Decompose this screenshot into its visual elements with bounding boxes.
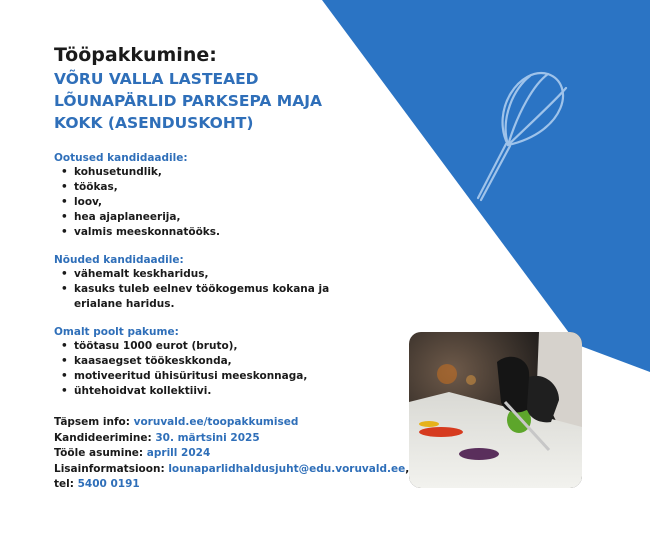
start-value: aprill 2024 [146,447,211,459]
expectations-list [54,165,414,240]
offer-section [54,326,414,399]
list-item: • ühtehoidvat kollektiivi. [74,384,414,399]
section-title: Omalt poolt pakume: [54,326,179,338]
start-label: Tööle asumine: [54,447,144,459]
list-item: • vähemalt keskharidus, [74,267,414,282]
list-item: • loov, [74,195,414,210]
list-item: • hea ajaplaneerija, [74,210,414,225]
requirements-list [54,267,414,312]
deadline-label: Kandideerimine: [54,431,152,444]
section-title: Nõuded kandidaadile: [54,254,184,266]
page-title: Tööpakkumine: [54,44,217,66]
job-offer-content [54,44,414,399]
offer-list [54,339,414,399]
email-link[interactable]: lounaparlidhaldusjuht@edu.voruvald.ee [168,462,406,475]
start-line [54,446,434,462]
more-info-label: Täpsem info: [54,416,130,428]
list-item: • kaasaegset töökeskkonda, [74,354,414,369]
extra-info-suffix: , [405,462,410,475]
more-info-link[interactable]: voruvald.ee/toopakkumised [133,416,299,428]
list-item: • valmis meeskonnatööks. [74,225,414,240]
chef-cutting-vegetables-photo [409,332,582,488]
phone-number: 5400 0191 [77,478,140,490]
headline-line-2: LÕUNAPÄRLID PARKSEPA MAJA [54,92,322,110]
requirements-section [54,254,414,312]
headline-line-1: VÕRU VALLA LASTEAED [54,70,259,88]
expectations-section [54,152,414,240]
deadline-value: 30. märtsini 2025 [155,431,260,444]
deadline-line [54,431,434,447]
list-item: • töötasu 1000 eurot (bruto), [74,339,414,354]
phone-label: tel: [54,478,74,490]
headline-line-3: KOKK (ASENDUSKOHT) [54,114,254,132]
list-item: • kohusetundlik, [74,165,414,180]
more-info-line [54,415,434,431]
list-item: • motiveeritud ühisüritusi meeskonnaga, [74,369,414,384]
list-item: • kasuks tuleb eelnev töökogemus kokana ja erialane haridus. [74,282,354,312]
contact-info [54,415,434,493]
list-item: • töökas, [74,180,414,195]
extra-info-line [54,462,434,478]
section-title: Ootused kandidaadile: [54,152,188,164]
extra-info-label: Lisainformatsioon: [54,462,165,475]
phone-line [54,477,434,493]
